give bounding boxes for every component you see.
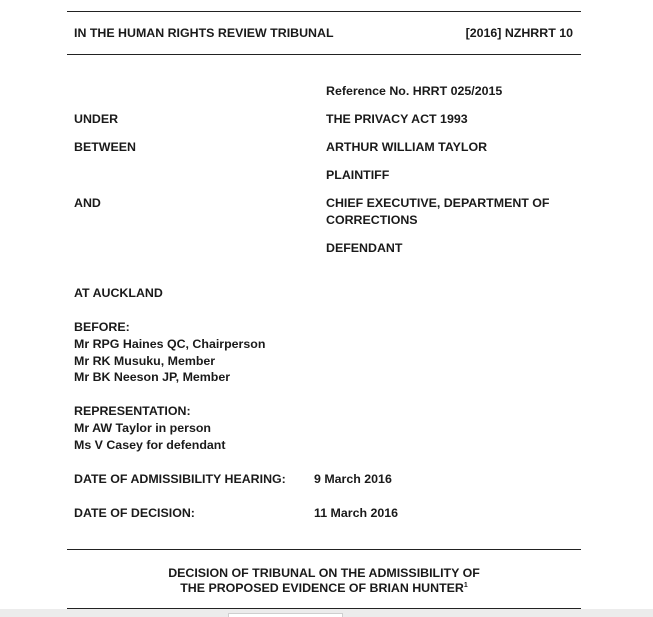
representation-label: REPRESENTATION: bbox=[74, 404, 191, 418]
decision-top-rule bbox=[67, 549, 581, 550]
hearing-date-label: DATE OF ADMISSIBILITY HEARING: bbox=[74, 472, 286, 486]
under-label: UNDER bbox=[74, 112, 119, 126]
panel-member: Mr RK Musuku, Member bbox=[74, 354, 216, 368]
hearing-date-value: 9 March 2016 bbox=[314, 472, 392, 486]
decision-title-text: THE PROPOSED EVIDENCE OF BRIAN HUNTER bbox=[180, 581, 464, 595]
defendant-role: DEFENDANT bbox=[326, 241, 403, 255]
and-label: AND bbox=[74, 196, 101, 210]
citation: [2016] NZHRRT 10 bbox=[465, 26, 573, 40]
decision-title-line2 bbox=[67, 581, 581, 596]
representation-item: Mr AW Taylor in person bbox=[74, 421, 211, 435]
header-rule bbox=[67, 54, 581, 55]
defendant-name-line2: CORRECTIONS bbox=[326, 213, 418, 227]
decision-date-label: DATE OF DECISION: bbox=[74, 506, 195, 520]
representation-item: Ms V Casey for defendant bbox=[74, 438, 226, 452]
tribunal-name: IN THE HUMAN RIGHTS REVIEW TRIBUNAL bbox=[74, 26, 334, 40]
top-rule bbox=[67, 11, 581, 12]
plaintiff-role: PLAINTIFF bbox=[326, 168, 390, 182]
decision-date-value: 11 March 2016 bbox=[314, 506, 399, 520]
reference-number: Reference No. HRRT 025/2015 bbox=[326, 84, 503, 98]
location: AT AUCKLAND bbox=[74, 286, 163, 300]
panel-member: Mr RPG Haines QC, Chairperson bbox=[74, 337, 266, 351]
panel-member: Mr BK Neeson JP, Member bbox=[74, 370, 231, 384]
defendant-name-line1: CHIEF EXECUTIVE, DEPARTMENT OF bbox=[326, 196, 550, 210]
before-label: BEFORE: bbox=[74, 320, 130, 334]
footnote-marker[interactable]: 1 bbox=[463, 581, 468, 589]
between-label: BETWEEN bbox=[74, 140, 136, 154]
decision-title-line1: DECISION OF TRIBUNAL ON THE ADMISSIBILITY OF bbox=[168, 566, 480, 580]
plaintiff-name: ARTHUR WILLIAM TAYLOR bbox=[326, 140, 488, 154]
scrollbar-thumb[interactable] bbox=[228, 613, 343, 617]
under-value: THE PRIVACY ACT 1993 bbox=[326, 112, 468, 126]
